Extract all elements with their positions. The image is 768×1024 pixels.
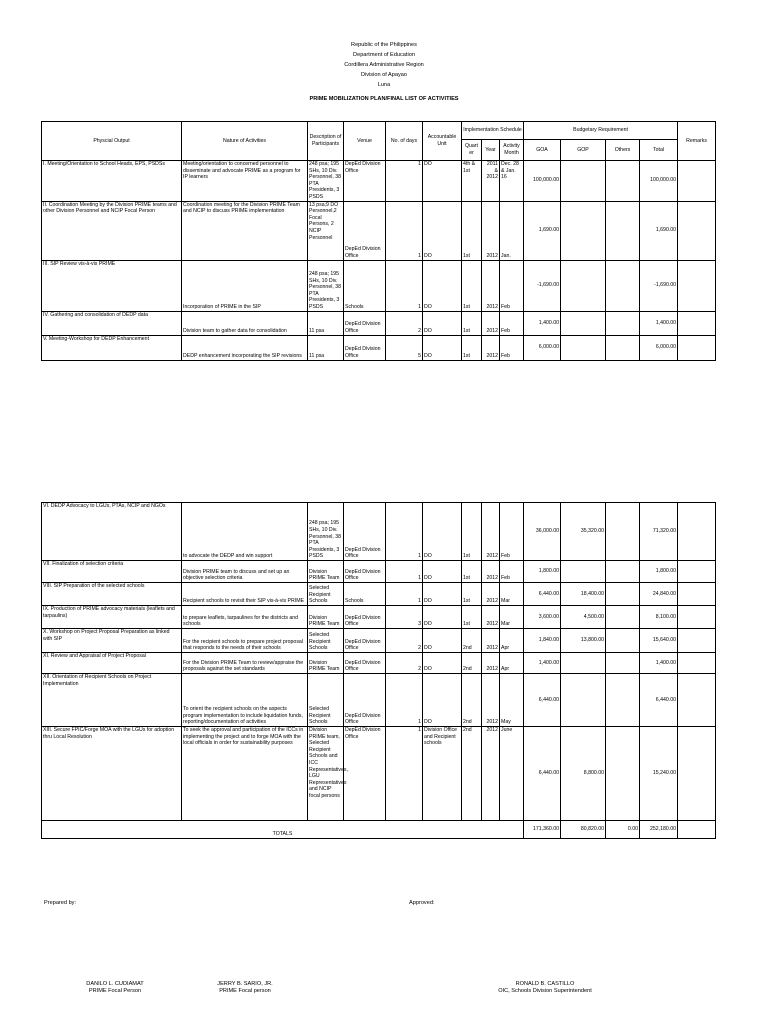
signatory-2 [190,981,300,995]
activities-table-part-2 [41,502,716,839]
cell-goa: 6,000.00 [524,335,561,360]
cell-venue: DepEd Division Office [344,161,386,202]
total-total: 252,180.00 [640,821,678,839]
cell-total: 24,840.00 [640,583,678,606]
signatory-name: DANILO L. CUDIAMAT [86,981,144,987]
cell-unit: DO [423,311,462,335]
header-line-1: Republic of the Philippines [351,42,417,48]
cell-total: 15,640.00 [640,629,678,653]
signatory-3 [465,981,625,995]
cell-gop [561,260,606,311]
cell-others [606,653,640,674]
cell-output: VII. Finalization of selection criteria [42,561,182,583]
cell-month: Jan. [500,201,524,260]
cell-remarks [678,561,716,583]
cell-month: Feb [500,561,524,583]
cell-venue: Schools [344,260,386,311]
cell-quarter: 1st [462,583,482,606]
cell-nature: to prepare leaflets, tarpaulines for the districts and schools [182,606,308,629]
cell-days: 2 [386,629,423,653]
cell-year: 2012 [482,335,500,360]
cell-month: Apr [500,629,524,653]
cell-output: VI. DEDP Advocacy to LGUs, PTAs, NCIP and NGOs [42,503,182,561]
cell-remarks [678,606,716,629]
cell-year: 2011 & 2012 [482,161,500,202]
cell-unit: DO [423,561,462,583]
cell-goa: 100,000.00 [524,161,561,202]
cell-month: Mar [500,606,524,629]
cell-remarks [678,335,716,360]
cell-month: Feb [500,335,524,360]
cell-quarter: 2nd [462,629,482,653]
header-line-3: Cordillera Administrative Region [344,62,424,68]
activities-table-part-1 [41,121,716,361]
cell-gop: 4,500.00 [561,606,606,629]
cell-total: 1,400.00 [640,653,678,674]
cell-month: Feb [500,503,524,561]
cell-remarks [678,503,716,561]
cell-month: Dec. 28 & Jan. 16 [500,161,524,202]
cell-nature: For the Division PRIME Team to review/appraise the proposals against the set standards [182,653,308,674]
cell-days: 1 [386,503,423,561]
cell-year: 2012 [482,311,500,335]
cell-gop [561,674,606,727]
cell-goa: 6,440.00 [524,674,561,727]
table-row [42,201,716,260]
cell-total: 8,100.00 [640,606,678,629]
col-schedule: Implementation Schedule [462,122,524,140]
document-header [0,40,768,104]
col-participants: Description of Participants [308,122,344,161]
cell-unit: DO [423,503,462,561]
cell-quarter: 2nd [462,674,482,727]
cell-nature: Meeting/orientation to concerned personnel to disseminate and advocate PRIME as a program for IP learners [182,161,308,202]
cell-output: X. Workshop on Project Proposal Preparation as linked with SIP [42,629,182,653]
cell-gop: 13,800.00 [561,629,606,653]
cell-venue: DepEd Division Office [344,335,386,360]
col-month: Activity Month [500,140,524,161]
cell-quarter: 1st [462,503,482,561]
cell-goa: 1,800.00 [524,561,561,583]
cell-gop [561,561,606,583]
cell-year: 2012 [482,503,500,561]
cell-month: Feb [500,260,524,311]
cell-venue: DepEd Division Office [344,201,386,260]
signatory-role: PRIME Focal person [219,988,271,994]
cell-quarter: 1st [462,606,482,629]
cell-participants: 13 psa;9 DO Personnel,2 Focal Persons, 2 NCIP Personnel [308,201,344,260]
cell-nature: Recipient schools to revisit their SIP vis-à-vis PRIME [182,583,308,606]
cell-participants: 248 psa; 195 SHs, 10 Div. Personnel, 38 PTA Presidents, 3 PSDS [308,503,344,561]
cell-quarter: 1st [462,260,482,311]
table-row [42,335,716,360]
cell-others [606,503,640,561]
cell-month: Mar [500,583,524,606]
cell-participants: 248 psa; 195 SHs, 10 Div. Personnel, 38 PTA Presidents, 3 PSDS [308,161,344,202]
cell-days: 1 [386,727,423,821]
cell-others [606,727,640,821]
cell-quarter: 1st [462,201,482,260]
cell-total: -1,690.00 [640,260,678,311]
cell-others [606,561,640,583]
cell-gop: 8,800.00 [561,727,606,821]
cell-days: 1 [386,201,423,260]
cell-output: I. Meeting/Orientation to School Heads, EPS, PSDSs [42,161,182,202]
cell-participants: 248 psa; 195 SHs, 10 Div. Personnel, 38 PTA Presidents, 3 PSDS [308,260,344,311]
col-unit: Accountable Unit [423,122,462,161]
cell-participants: Division PRIME Team [308,606,344,629]
table-row [42,161,716,202]
cell-total: 6,440.00 [640,674,678,727]
cell-remarks [678,311,716,335]
col-year: Year [482,140,500,161]
cell-venue: DepEd Division Office [344,311,386,335]
cell-month: Apr [500,653,524,674]
cell-year: 2012 [482,606,500,629]
cell-remarks [678,583,716,606]
cell-participants: 11 psa [308,335,344,360]
cell-nature: to advocate the DEDP and win support [182,503,308,561]
cell-output: V. Meeting-Workshop for DEDP Enhancement [42,335,182,360]
cell-venue: Schools [344,583,386,606]
cell-days: 5 [386,335,423,360]
total-others: 0.00 [606,821,640,839]
cell-remarks [678,161,716,202]
cell-goa: 1,400.00 [524,311,561,335]
table-row [42,606,716,629]
cell-days: 3 [386,606,423,629]
cell-venue: DepEd Division Office [344,727,386,821]
cell-remarks [678,727,716,821]
cell-nature: Coordination meeting for the Division PRIME Team and NCIP to discuss PRIME implementation [182,201,308,260]
cell-others [606,674,640,727]
cell-unit: Division Office and Recipient schools [423,727,462,821]
col-others: Others [606,140,640,161]
cell-venue: DepEd Division Office [344,674,386,727]
cell-output: XI. Review and Appraisal of Project Proposal [42,653,182,674]
cell-nature: To seek the approval and participation of the ICCs in implementing the project and to forge MOA with the local officials in order for sustainability purposes [182,727,308,821]
total-goa: 171,360.00 [524,821,561,839]
cell-goa: 1,840.00 [524,629,561,653]
totals-label: TOTALS [42,821,524,839]
col-remarks: Remarks [678,122,716,161]
cell-goa: 6,440.00 [524,727,561,821]
cell-total: 100,000.00 [640,161,678,202]
cell-year: 2012 [482,583,500,606]
cell-total: 1,690.00 [640,201,678,260]
cell-others [606,260,640,311]
cell-total: 6,000.00 [640,335,678,360]
table-row [42,653,716,674]
cell-quarter: 1st [462,311,482,335]
cell-total: 1,400.00 [640,311,678,335]
cell-nature: Division PRIME team to discuss and set up an objective selection criteria [182,561,308,583]
cell-gop [561,161,606,202]
cell-goa: 1,690.00 [524,201,561,260]
cell-goa: 36,000.00 [524,503,561,561]
cell-remarks [678,629,716,653]
cell-output: II. Coordination Meeting by the Division PRIME teams and other Division Personnel and NCIP Focal Person [42,201,182,260]
cell-days: 1 [386,561,423,583]
cell-nature: Division team to gather data for consolidation [182,311,308,335]
cell-participants: Division PRIME Team [308,653,344,674]
cell-venue: DepEd Division Office [344,629,386,653]
col-quarter: Quart er [462,140,482,161]
cell-others [606,629,640,653]
cell-year: 2012 [482,561,500,583]
cell-gop [561,311,606,335]
signatory-role: PRIME Focal Person [88,988,142,994]
cell-quarter: 1st [462,335,482,360]
col-budget: Budgetary Requirement [524,122,678,140]
signatory-name: JERRY B. SARIO, JR. [217,981,273,987]
cell-goa: -1,690.00 [524,260,561,311]
cell-nature: To orient the recipient schools on the aspects program implementation to include liquidation funds, reporting/documentation of activities [182,674,308,727]
cell-output: XIII. Secure FPIC/Forge MOA with the LGUs for adoption thru Local Resolution [42,727,182,821]
cell-year: 2012 [482,201,500,260]
cell-venue: DepEd Division Office [344,503,386,561]
cell-goa: 1,400.00 [524,653,561,674]
col-days: No. of days [386,122,423,161]
cell-gop: 35,320.00 [561,503,606,561]
table-row [42,561,716,583]
cell-month: Feb [500,311,524,335]
table-row [42,629,716,653]
cell-others [606,606,640,629]
cell-unit: DO [423,606,462,629]
cell-quarter: 2nd [462,727,482,821]
cell-venue: DepEd Division Office [344,606,386,629]
table-row [42,260,716,311]
cell-nature: For the recipient schools to prepare project proposal that responds to the needs of their schools [182,629,308,653]
cell-output: IV. Gathering and consolidation of DEDP data [42,311,182,335]
cell-unit: DO [423,335,462,360]
cell-month: May [500,674,524,727]
cell-unit: DO [423,201,462,260]
cell-total: 15,240.00 [640,727,678,821]
cell-participants: Division PRIME Team [308,561,344,583]
col-nature: Nature of Activities [182,122,308,161]
cell-days: 1 [386,260,423,311]
cell-output: IX. Production of PRIME advocacy materials (leaflets and tarpaulins) [42,606,182,629]
cell-nature: Incorporation of PRIME in the SIP [182,260,308,311]
header-line-4: Division of Apayao [360,72,408,78]
signatory-name: RONALD B. CASTILLO [515,981,575,987]
cell-remarks [678,260,716,311]
cell-nature: DEDP enhancement incorporating the SIP revisions [182,335,308,360]
cell-gop [561,335,606,360]
cell-year: 2012 [482,629,500,653]
table-row [42,583,716,606]
totals-row [42,821,716,839]
total-remarks [678,821,716,839]
cell-total: 71,320.00 [640,503,678,561]
cell-output: VIII. SIP Preparation of the selected schools [42,583,182,606]
cell-participants: Selected Recipient Schools [308,674,344,727]
cell-participants: Division PRIME team, Selected Recipient Schools and ICC Representatives, LGU Representatives and NCIP focal persons [308,727,344,821]
cell-unit: DO [423,583,462,606]
col-total: Total [640,140,678,161]
cell-output: XII. Orientation of Recipient Schools on Project Implementation [42,674,182,727]
cell-participants: Selected Recipient Schools [308,583,344,606]
cell-days: 1 [386,161,423,202]
cell-others [606,311,640,335]
col-venue: Venue [344,122,386,161]
cell-gop [561,201,606,260]
cell-month: June [500,727,524,821]
cell-others [606,161,640,202]
total-gop: 80,820.00 [561,821,606,839]
cell-participants: 11 psa [308,311,344,335]
approved-label: Approved: [409,900,435,906]
table-row [42,311,716,335]
cell-unit: DO [423,260,462,311]
cell-days: 2 [386,311,423,335]
table-row [42,503,716,561]
cell-others [606,583,640,606]
signatory-1 [60,981,170,995]
cell-year: 2012 [482,727,500,821]
cell-unit: DO [423,674,462,727]
document-title: PRIME MOBILIZATION PLAN/FINAL LIST OF ACTIVITIES [309,96,459,102]
cell-days: 2 [386,653,423,674]
prepared-by-label: Prepared by: [44,900,77,906]
cell-quarter: 2nd [462,653,482,674]
cell-year: 2012 [482,260,500,311]
cell-unit: DO [423,161,462,202]
cell-participants: Selected Recipient Schools [308,629,344,653]
cell-unit: DO [423,629,462,653]
cell-goa: 3,600.00 [524,606,561,629]
cell-remarks [678,201,716,260]
signatory-role: OIC, Schools Division Superintendent [498,988,592,994]
table-row [42,727,716,821]
table-row [42,674,716,727]
col-goa: GOA [524,140,561,161]
cell-days: 1 [386,583,423,606]
cell-quarter: 4th & 1st [462,161,482,202]
cell-gop: 18,400.00 [561,583,606,606]
cell-gop [561,653,606,674]
cell-others [606,201,640,260]
cell-days: 1 [386,674,423,727]
cell-year: 2012 [482,674,500,727]
cell-quarter: 1st [462,561,482,583]
cell-remarks [678,674,716,727]
cell-unit: DO [423,653,462,674]
col-physical-output: Physcial Output [42,122,182,161]
header-line-5: Luna [377,82,391,88]
cell-goa: 6,440.00 [524,583,561,606]
col-gop: GOP [561,140,606,161]
cell-remarks [678,653,716,674]
header-line-2: Department of Education [353,52,415,58]
cell-venue: DepEd Division Office [344,561,386,583]
cell-output: III. SIP Review vis-à-vis PRIME [42,260,182,311]
cell-total: 1,800.00 [640,561,678,583]
cell-year: 2012 [482,653,500,674]
cell-others [606,335,640,360]
cell-venue: DepEd Division Office [344,653,386,674]
